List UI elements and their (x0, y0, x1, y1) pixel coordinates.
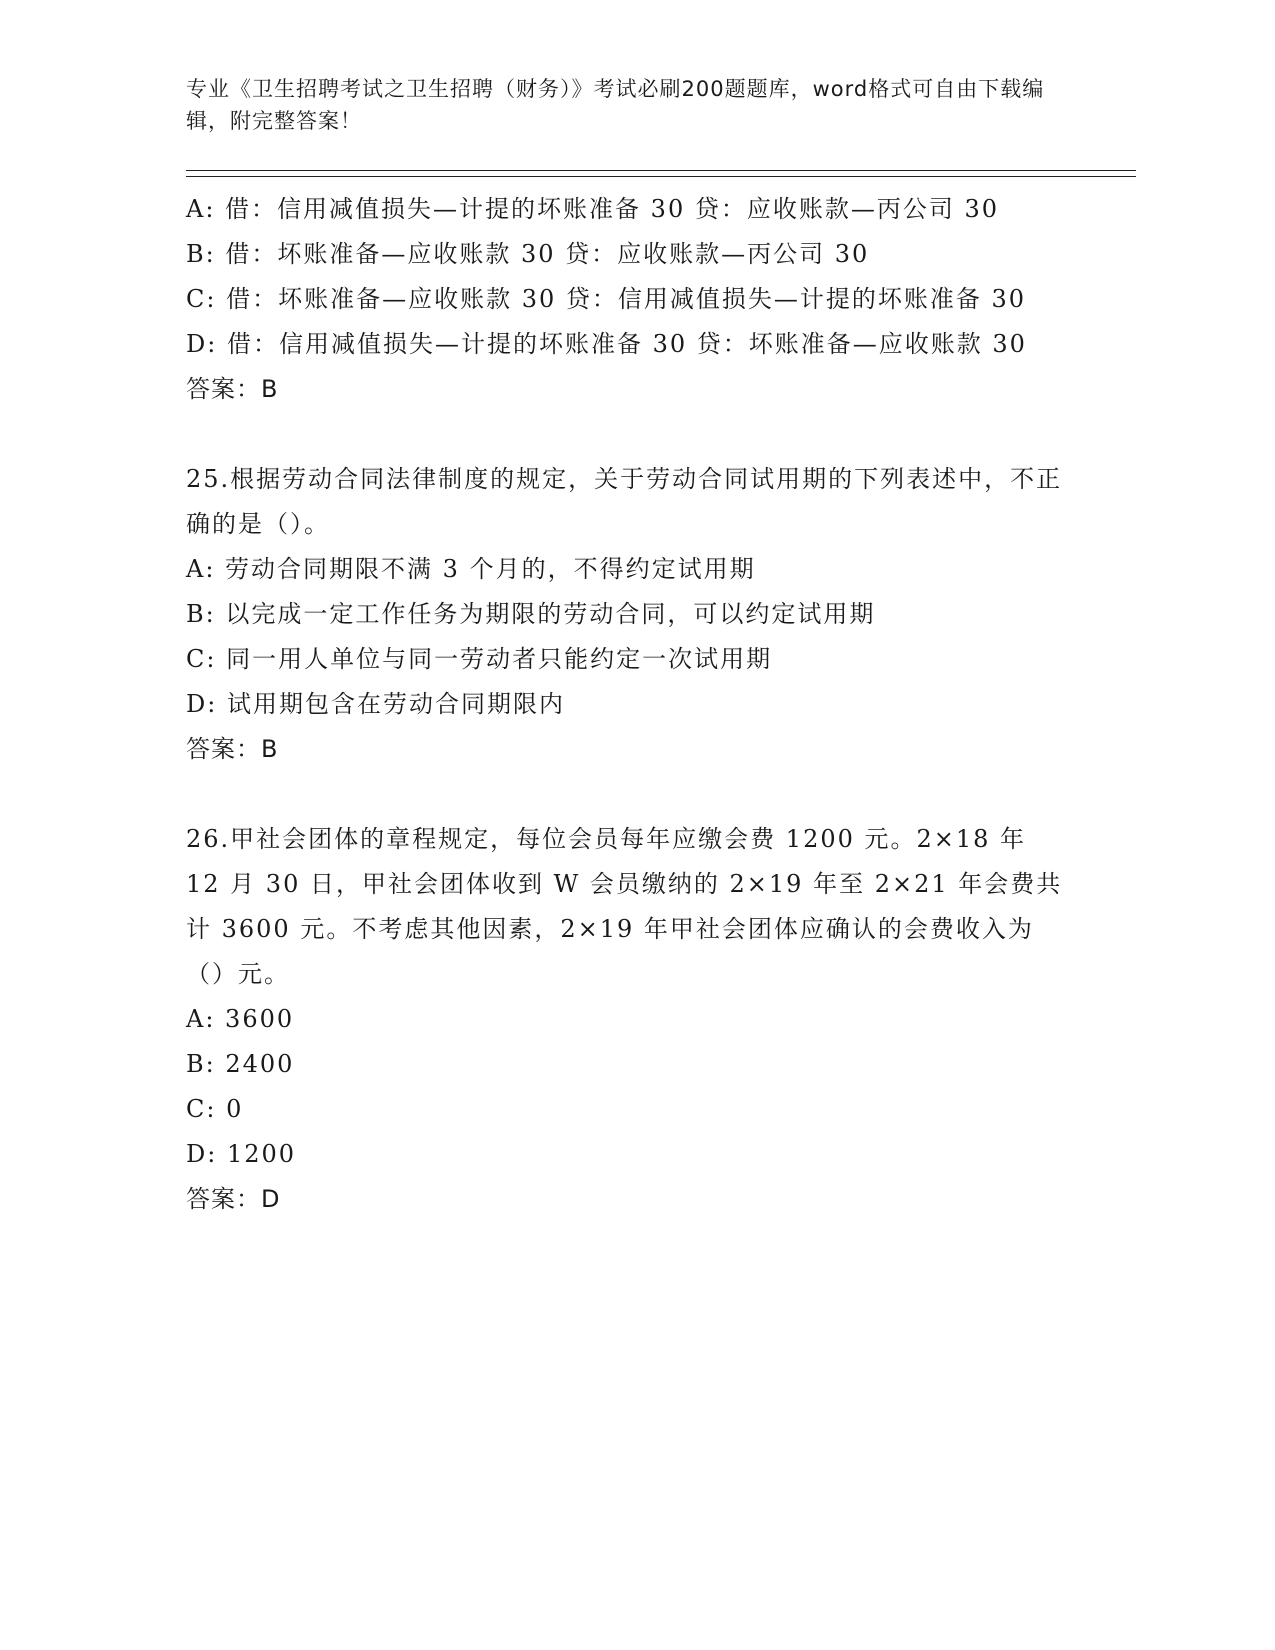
q25-stem: 25.根据劳动合同法律制度的规定，关于劳动合同试用期的下列表述中，不正确的是（）。 (186, 465, 1063, 538)
q26-option-b: B: 2400 (186, 1050, 295, 1078)
q24-option-d: D: 借：信用减值损失—计提的坏账准备 30 贷：坏账准备—应收账款 30 (186, 330, 1027, 358)
q26-option-c: C: 0 (186, 1095, 244, 1123)
document-header: 专业《卫生招聘考试之卫生招聘（财务）》考试必刷200题题库，word格式可自由下载编辑，附完整答案！ (186, 77, 1045, 133)
spacer (186, 772, 1066, 817)
q24-option-c: C: 借：坏账准备—应收账款 30 贷：信用减值损失—计提的坏账准备 30 (186, 285, 1027, 313)
spacer (186, 412, 1066, 457)
q25-option-c: C: 同一用人单位与同一劳动者只能约定一次试用期 (186, 645, 773, 673)
q24-answer: 答案：B (186, 375, 279, 403)
q25-option-d: D: 试用期包含在劳动合同期限内 (186, 690, 565, 718)
q26-option-a: A: 3600 (186, 1005, 295, 1033)
q24-option-a: A: 借：信用减值损失—计提的坏账准备 30 贷：应收账款—丙公司 30 (186, 195, 1000, 223)
q25-option-a: A: 劳动合同期限不满 3 个月的，不得约定试用期 (186, 555, 756, 583)
q26-answer: 答案：D (186, 1185, 281, 1213)
q25-answer: 答案：B (186, 735, 279, 763)
q26-stem: 26.甲社会团体的章程规定，每位会员每年应缴会费 1200 元。2×18 年 12 月 30 日，甲社会团体收到 W 会员缴纳的 2×19 年至 2×21 年会费共计 3600 元。不考虑其他因素，2×19 年甲社会团体应确认的会费收入为（）元。 (186, 825, 1063, 988)
q24-option-b: B: 借：坏账准备—应收账款 30 贷：应收账款—丙公司 30 (186, 240, 870, 268)
q26-option-d: D: 1200 (186, 1140, 297, 1168)
q25-option-b: B: 以完成一定工作任务为期限的劳动合同，可以约定试用期 (186, 600, 876, 628)
question-content (186, 187, 1066, 1222)
header-rule-top (186, 170, 1136, 171)
header-rule-bottom (186, 176, 1136, 177)
